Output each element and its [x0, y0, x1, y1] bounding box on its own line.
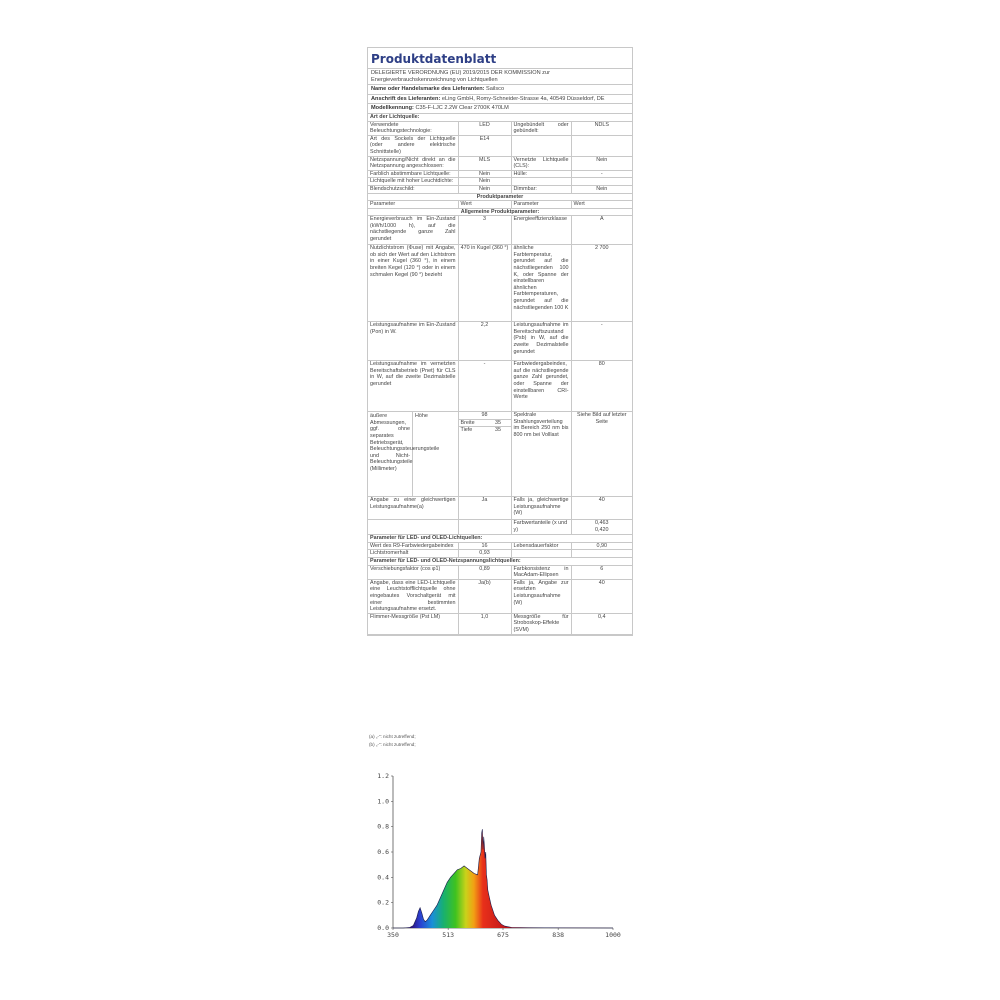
led-row — [368, 542, 632, 550]
y-tick-label: 0.8 — [377, 822, 389, 831]
param-label: Farblich abstimmbare Lichtquelle: — [368, 170, 458, 178]
param-label: Vernetzte Lichtquelle (CLS): — [511, 156, 571, 170]
led-row — [368, 550, 632, 558]
model-row — [368, 103, 632, 113]
param-value: 1,0 — [458, 613, 511, 634]
model-id: C35-F-LJC 2.2W Clear 2700K 470LM — [415, 105, 509, 112]
chromaticity-values — [571, 520, 632, 535]
column-header-row — [368, 201, 632, 209]
param-label: Art des Sockels der Lichtquelle (oder andere elektrische Schnittstelle) — [368, 135, 458, 156]
supplier-name-row — [368, 84, 632, 94]
type-section-header: Art der Lichtquelle: — [368, 113, 632, 121]
mains-row — [368, 579, 632, 613]
general-params-header: Allgemeine Produktparameter: — [368, 208, 632, 216]
param-value: 80 — [571, 361, 632, 412]
footnotes — [369, 733, 416, 749]
param-value: 40 — [571, 497, 632, 520]
param-value: LED — [458, 121, 511, 135]
col-header-param: Parameter — [511, 201, 571, 209]
param-value: Nein — [458, 178, 511, 186]
supplier-address: eLing GmbH, Romy-Schneider-Strasse 4a, 40549 Düsseldorf, DE — [441, 95, 605, 102]
col-header-param: Parameter — [368, 201, 458, 209]
x-tick-label: 838 — [552, 931, 565, 939]
param-label: Verschiebungsfaktor (cos φ1) — [368, 565, 458, 579]
x-tick-label: 513 — [442, 931, 455, 939]
dimensions-label: äußere Abmessungen, ggf. ohne separates Betriebsgerät, Beleuchtungssteuerungsteile und Nicht-Beleuchtungsteile (Millimeter) — [368, 412, 413, 496]
y-tick-label: 0.2 — [377, 898, 389, 907]
param-value: Siehe Bild auf letzter Seite — [571, 412, 632, 497]
param-value: 40 — [571, 579, 632, 613]
chromaticity-x: 0,463 — [595, 520, 609, 527]
param-label: Energieverbrauch im Ein-Zustand (kWh/1000 h), auf die nächstliegende ganze Zahl gerundet — [368, 216, 458, 245]
regulation-text: DELEGIERTE VERORDNUNG (EU) 2019/2015 DER KOMMISSION zur Energieverbrauchskennzeichnung von Lichtquellen — [368, 68, 632, 84]
param-label: Lichtquelle mit hoher Leuchtdichte: — [368, 178, 458, 186]
parameter-table — [368, 113, 632, 635]
param-value — [571, 135, 632, 156]
x-tick-label: 350 — [387, 931, 399, 939]
footnote-a: (a) „-“: nicht zutreffend; — [369, 734, 416, 739]
param-value: - — [571, 170, 632, 178]
type-row — [368, 121, 632, 135]
param-value: Ja(b) — [458, 579, 511, 613]
param-value: 0,93 — [458, 550, 511, 558]
type-row — [368, 185, 632, 193]
param-value: Nein — [458, 185, 511, 193]
param-label: Wert des R9-Farbwiedergabeindex — [368, 542, 458, 550]
chromaticity-row — [368, 520, 632, 535]
param-value: 3 — [458, 216, 511, 245]
dim-depth-label: Tiefe — [460, 427, 473, 434]
y-tick-label: 0.0 — [377, 924, 389, 932]
param-label — [511, 178, 571, 186]
mains-row — [368, 613, 632, 634]
param-label: Verwendete Beleuchtungstechnologie: — [368, 121, 458, 135]
param-value: 6 — [571, 565, 632, 579]
param-value: MLS — [458, 156, 511, 170]
supplier-address-label: Anschrift des Lieferanten: — [371, 95, 441, 102]
y-tick-label: 0.6 — [377, 848, 389, 856]
param-value: - — [571, 322, 632, 361]
param-value: Nein — [458, 170, 511, 178]
param-label: ähnliche Farbtemperatur, gerundet auf die nächstliegenden 100 K, oder Spanne der einstellbaren ähnlichen Farbtemperaturen, gerundet auf die nächstliegenden 100 K — [511, 245, 571, 322]
mains-row — [368, 565, 632, 579]
supplier-name: Sailsco — [486, 86, 505, 93]
sheet-title: Produktdatenblatt — [371, 52, 497, 66]
param-label: Messgröße für Stroboskop-Effekte (SVM) — [511, 613, 571, 634]
dim-height-value: 98 — [481, 412, 488, 419]
param-label: Lichtstromerhalt — [368, 550, 458, 558]
param-label: Netzspannung/Nicht direkt an die Netzspannung angeschlossen: — [368, 156, 458, 170]
param-value: Nein — [571, 185, 632, 193]
dim-height-label: Höhe — [415, 413, 428, 420]
param-label: Dimmbar: — [511, 185, 571, 193]
param-value: - — [458, 361, 511, 412]
param-label: Falls ja, Angabe zur ersetzten Leistungsaufnahme (W) — [511, 579, 571, 613]
param-value: Ja — [458, 497, 511, 520]
dimensions-values — [458, 412, 511, 497]
dim-depth-value: 35 — [495, 427, 501, 434]
param-value: 0,89 — [458, 565, 511, 579]
type-row — [368, 170, 632, 178]
param-label: Leistungsaufnahme im vernetzten Bereitschaftsbetrieb (Pnet) für CLS in W, auf die zweite Dezimalstelle gerundet — [368, 361, 458, 412]
param-value: 16 — [458, 542, 511, 550]
param-label: Leistungsaufnahme im Bereitschaftszustand (Psb) in W, auf die zweite Dezimalstelle gerundet — [511, 322, 571, 361]
dimensions-row — [368, 412, 632, 497]
param-label: Farbwiedergabeindex, auf die nächstliegende ganze Zahl gerundet, oder Spanne der einstellbaren CRI-Werte — [511, 361, 571, 412]
param-value: 0,90 — [571, 542, 632, 550]
param-value — [571, 178, 632, 186]
supplier-address-row — [368, 94, 632, 104]
param-value: A — [571, 216, 632, 245]
param-label: Blendschutzschild: — [368, 185, 458, 193]
param-value: 2 700 — [571, 245, 632, 322]
dim-width-label: Breite — [460, 419, 475, 426]
param-label — [511, 135, 571, 156]
param-value: NDLS — [571, 121, 632, 135]
col-header-value: Wert — [458, 201, 511, 209]
y-tick-label: 1.2 — [377, 772, 389, 780]
param-value: 2,2 — [458, 322, 511, 361]
spectrum-line — [393, 829, 613, 928]
dim-width-value: 35 — [495, 419, 501, 426]
param-label: Spektrale Strahlungsverteilung im Bereich 250 nm bis 800 nm bei Volllast — [511, 412, 571, 497]
param-label: Flimmer-Messgröße (Pst LM) — [368, 613, 458, 634]
param-label: Farbwertanteile (x und y) — [511, 520, 571, 535]
param-label: Hülle: — [511, 170, 571, 178]
spectrum-area — [393, 829, 613, 928]
equivalent-power-row — [368, 497, 632, 520]
general-row — [368, 322, 632, 361]
param-label: Leistungsaufnahme im Ein-Zustand (Pon) in W. — [368, 322, 458, 361]
y-tick-label: 1.0 — [377, 797, 389, 806]
param-label: Farbkonsistenz in MacAdam-Ellipsen — [511, 565, 571, 579]
param-value: 0,4 — [571, 613, 632, 634]
param-value: 470 in Kugel (360 °) — [458, 245, 511, 322]
param-value: E14 — [458, 135, 511, 156]
chromaticity-y: 0,420 — [595, 526, 609, 533]
param-value: Nein — [571, 156, 632, 170]
product-data-sheet — [367, 47, 633, 636]
general-row — [368, 216, 632, 245]
product-params-header: Produktparameter — [368, 193, 632, 201]
y-tick-label: 0.4 — [377, 873, 389, 882]
dimensions-cell — [368, 412, 458, 497]
footnote-b: (b) „-“: nicht zutreffend; — [369, 742, 416, 747]
col-header-value: Wert — [571, 201, 632, 209]
param-label: Lebensdauerfaktor — [511, 542, 571, 550]
x-tick-label: 675 — [497, 931, 509, 939]
param-label: Nutzlichtstrom (Φuse) mit Angabe, ob sich der Wert auf den Lichtstrom in einer Kugel (360 °), in einem breiten Kegel (120 °) oder in einem schmalen Kegel (90 °) bezieht — [368, 245, 458, 322]
supplier-name-label: Name oder Handelsmarke des Lieferanten: — [371, 86, 485, 93]
type-row — [368, 135, 632, 156]
param-value — [571, 550, 632, 558]
param-label — [511, 550, 571, 558]
param-label: Angabe zu einer gleichwertigen Leistungsaufnahme(a) — [368, 497, 458, 520]
type-row — [368, 156, 632, 170]
led-section-header: Parameter für LED- und OLED-Lichtquellen: — [368, 535, 632, 543]
x-tick-label: 1000 — [605, 931, 621, 939]
mains-section-header: Parameter für LED- und OLED-Netzspannungslichtquellen: — [368, 558, 632, 566]
param-label: Ungebündelt oder gebündelt: — [511, 121, 571, 135]
param-label: Angabe, dass eine LED-Lichtquelle eine Leuchtstofflichtquelle ohne eingebautes Vorschaltgerät mit einer bestimmten Leistungsaufnahme ersetzt. — [368, 579, 458, 613]
param-label: Energieeffizienzklasse — [511, 216, 571, 245]
param-label: Falls ja, gleichwertige Leistungsaufnahme (W) — [511, 497, 571, 520]
spectral-distribution-chart — [360, 770, 630, 945]
model-label: Modellkennung: — [371, 105, 414, 112]
general-row — [368, 361, 632, 412]
general-row — [368, 245, 632, 322]
type-row — [368, 178, 632, 186]
